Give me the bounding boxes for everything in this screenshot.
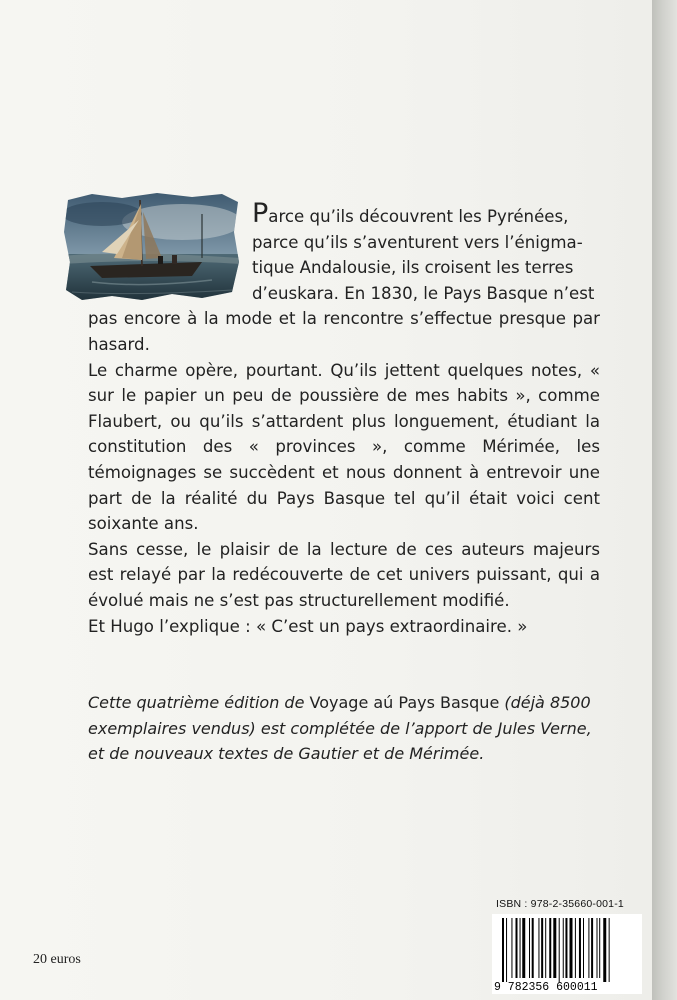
barcode-bar bbox=[538, 918, 539, 978]
edition-note: Cette quatrième édition de Voyage aú Pays Basque (déjà 8500 exemplaires vendus) est complétée de l’apport de Jules Verne, et de nouveaux textes de Gautier et de Mérimée. bbox=[88, 693, 592, 764]
barcode-bar bbox=[599, 918, 600, 978]
barcode-bar bbox=[579, 918, 581, 978]
barcode-bar bbox=[541, 918, 543, 978]
barcode-bar bbox=[565, 918, 567, 978]
barcode-bar bbox=[570, 918, 573, 978]
blurb-text bbox=[88, 198, 600, 639]
barcode-bar bbox=[545, 918, 546, 978]
barcode-bar bbox=[511, 918, 512, 978]
price-label: 20 euros bbox=[33, 952, 81, 967]
barcode-bars bbox=[502, 918, 610, 982]
barcode-bar bbox=[516, 918, 518, 978]
cover-edge bbox=[652, 0, 677, 1000]
isbn-label: ISBN : 978-2-35660-001-1 bbox=[496, 898, 624, 910]
barcode-bar bbox=[522, 918, 525, 978]
barcode-bar bbox=[502, 918, 504, 982]
paragraph-4: Et Hugo l’explique : « C’est un pays extraordinaire. » bbox=[88, 616, 528, 636]
book-title: Voyage aú Pays Basque bbox=[309, 693, 500, 712]
drop-cap: P bbox=[252, 198, 269, 229]
barcode-bar bbox=[559, 918, 560, 982]
paragraph-1: Parce qu’ils découvrent les Pyrénées, parce qu’ils s’aventurent vers l’énigma- tique Andalousie, ils croisent les terres d’euskara. En 1830, le Pays Basque n’est pas encore à la mode et la rencontre s’effectue presque par hasard. bbox=[88, 198, 600, 354]
barcode-bar bbox=[520, 918, 521, 978]
barcode-bar bbox=[563, 918, 564, 978]
barcode-digits: 9 782356 600011 bbox=[494, 981, 598, 994]
barcode-bar bbox=[532, 918, 534, 978]
barcode-bar bbox=[588, 918, 589, 978]
barcode-bar bbox=[591, 918, 593, 978]
barcode-bar bbox=[506, 918, 507, 982]
barcode-bar bbox=[549, 918, 551, 978]
paragraph-2: Le charme opère, pourtant. Qu’ils jettent quelques notes, « sur le papier un peu de poussière de mes habits », comme Flaubert, ou qu’ils s’attardent plus longuement, étudiant la constitution des « provinces », comme Mérimée, les témoignages se succèdent et nous donnent à entrevoir une part de la réalité du Pays Basque tel qu’il était voici cent soixante ans. bbox=[88, 360, 600, 534]
barcode-bar bbox=[603, 918, 606, 982]
paragraph-3: Sans cesse, le plaisir de la lecture de ces auteurs majeurs est relayé par la redécouverte de cet univers puissant, qui a évolué mais ne s’est pas structurellement modifié. bbox=[88, 539, 600, 610]
barcode-bar bbox=[529, 918, 530, 978]
barcode bbox=[492, 914, 642, 994]
barcode-bar bbox=[553, 918, 556, 978]
barcode-bar bbox=[583, 918, 584, 978]
barcode-bar bbox=[575, 918, 576, 978]
barcode-bar bbox=[609, 918, 610, 982]
barcode-bar bbox=[597, 918, 598, 978]
